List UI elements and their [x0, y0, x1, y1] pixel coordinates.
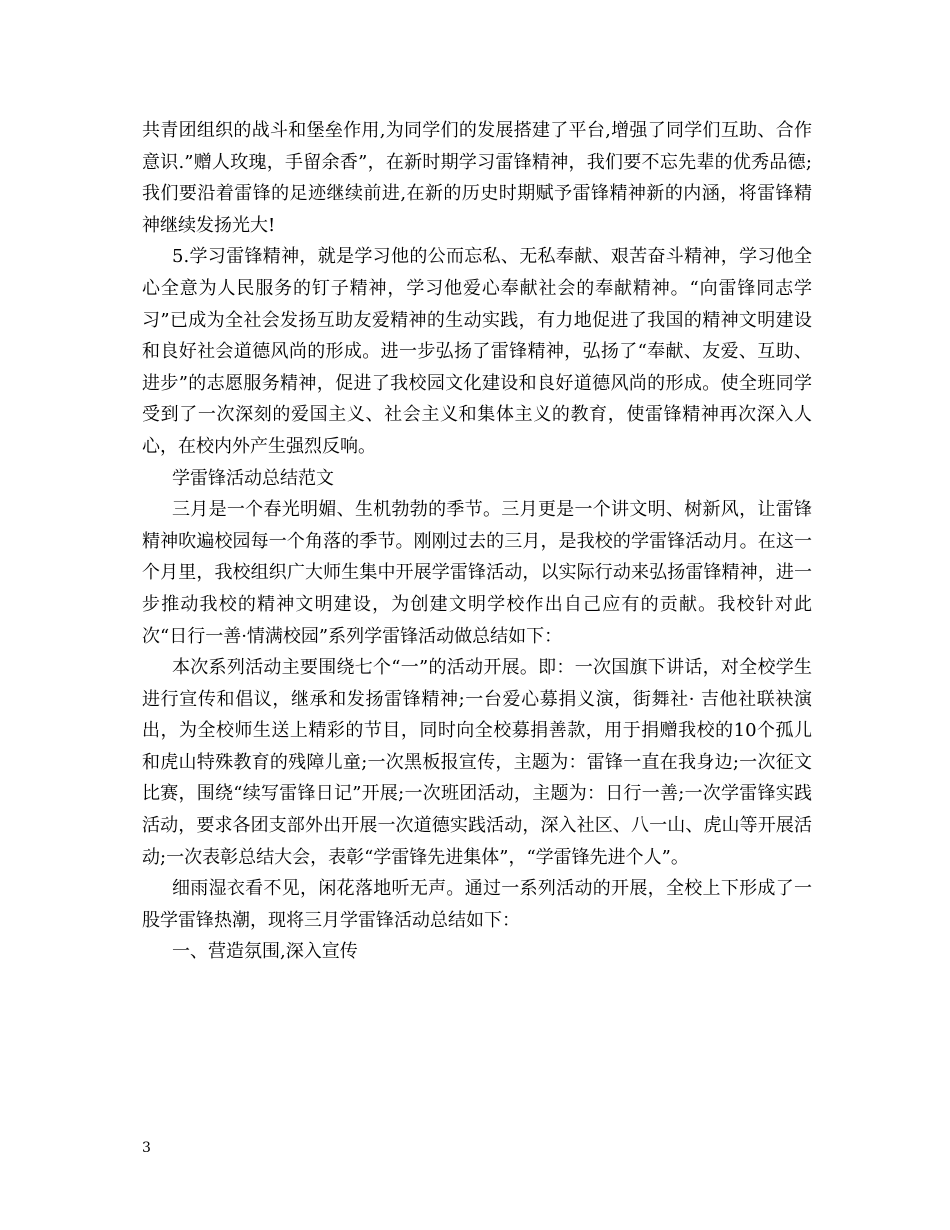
page-number: 3: [142, 1140, 151, 1156]
paragraph: 三月是一个春光明媚、生机勃勃的季节。三月更是一个讲文明、树新风，让雷锋精神吹遍校园每一个角落的季节。刚刚过去的三月，是我校的学雷锋活动月。在这一个月里，我校组织广大师生集中开展学雷锋活动，以实际行动来弘扬雷锋精神，进一步推动我校的精神文明建设，为创建文明学校作出自己应有的贡献。我校针对此次“日行一善·情满校园”系列学雷锋活动做总结如下：: [142, 499, 812, 647]
section-heading: 学雷锋活动总结范文: [172, 467, 334, 489]
paragraph: 共青团组织的战斗和堡垒作用,为同学们的发展搭建了平台,增强了同学们互助、合作意识.”赠人玫瑰，手留余香”，在新时期学习雷锋精神，我们要不忘先辈的优秀品德;我们要沿着雷锋的足迹继续前进,在新的历史时期赋予雷锋精神新的内涵，将雷锋精神继续发扬光大!: [142, 120, 812, 236]
paragraph: 细雨湿衣看不见，闲花落地听无声。通过一系列活动的开展，全校上下形成了一股学雷锋热潮，现将三月学雷锋活动总结如下：: [142, 878, 812, 931]
paragraph: 5.学习雷锋精神，就是学习他的公而忘私、无私奉献、艰苦奋斗精神，学习他全心全意为人民服务的钉子精神，学习他爱心奉献社会的奉献精神。“向雷锋同志学习”已成为全社会发扬互助友爱精神的生动实践，有力地促进了我国的精神文明建设和良好社会道德风尚的形成。进一步弘扬了雷锋精神，弘扬了“奉献、友爱、互助、进步”的志愿服务精神，促进了我校园文化建设和良好道德风尚的形成。使全班同学受到了一次深刻的爱国主义、社会主义和集体主义的教育，使雷锋精神再次深入人心，在校内外产生强烈反响。: [142, 246, 812, 457]
document-body: [142, 115, 812, 968]
subsection-heading: 一、营造氛围,深入宣传: [172, 941, 358, 963]
paragraph: 本次系列活动主要围绕七个“一”的活动开展。即：一次国旗下讲话，对全校学生进行宣传和倡议，继承和发扬雷锋精神;一台爱心募捐义演，街舞社· 吉他社联袂演出，为全校师生送上精彩的节目，同时向全校募捐善款，用于捐赠我校的10个孤儿和虎山特殊教育的残障儿童;一次黑板报宣传，主题为：雷锋一直在我身边;一次征文比赛，围绕“续写雷锋日记”开展;一次班团活动，主题为：日行一善;一次学雷锋实践活动，要求各团支部外出开展一次道德实践活动，深入社区、八一山、虎山等开展活动;一次表彰总结大会，表彰“学雷锋先进集体”，“学雷锋先进个人”。: [142, 657, 812, 868]
